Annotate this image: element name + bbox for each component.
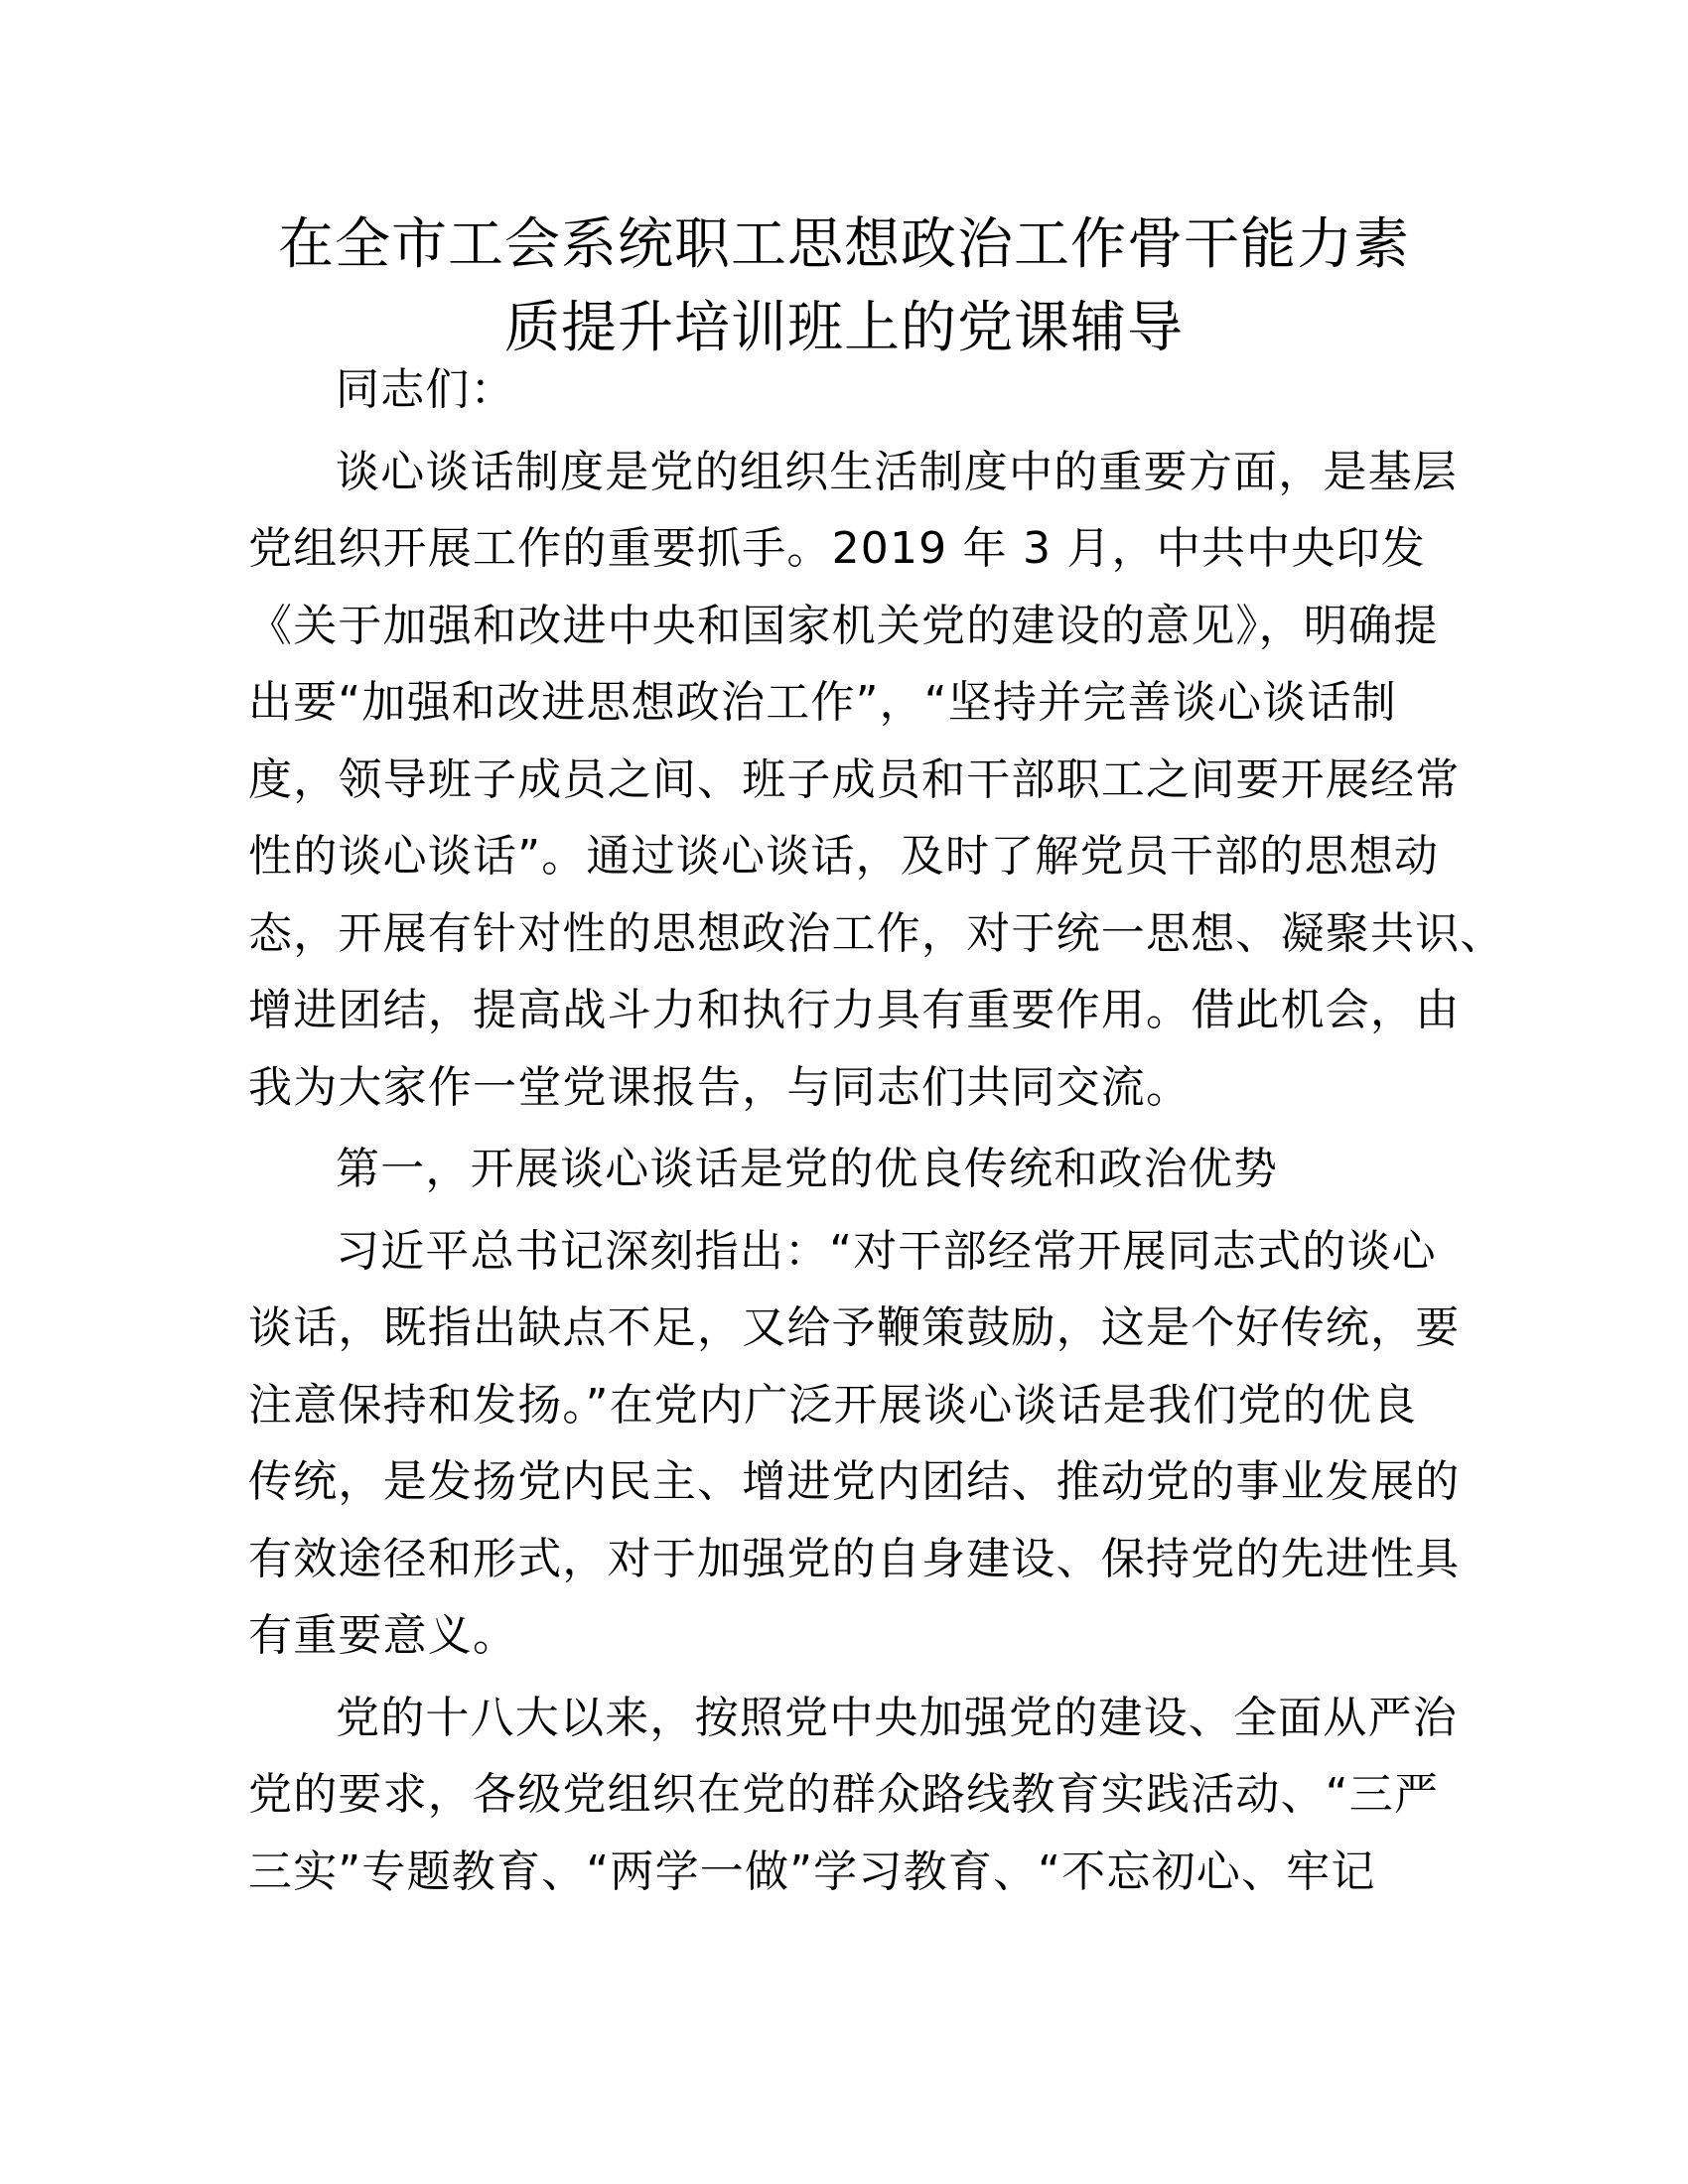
paragraph-line: 习近平总书记深刻指出：“对干部经常开展同志式的谈心 — [336, 1225, 1437, 1277]
title-line: 在全市工会系统职工思想政治工作骨干能力素 — [278, 212, 1410, 277]
paragraph-line: 《关于加强和改进中央和国家机关党的建设的意见》，明确提 — [248, 600, 1439, 651]
salutation-paragraph — [248, 351, 1460, 429]
document-title — [248, 204, 1440, 370]
paragraph-line: 谈心谈话制度是党的组织生活制度中的重要方面，是基层 — [336, 446, 1458, 497]
title-line: 质提升培训班上的党课辅导 — [504, 296, 1184, 360]
intro-paragraph — [248, 434, 1505, 1127]
paragraph-line: 态，开展有针对性的思想政治工作，对于统一思想、凝聚共识、 — [248, 907, 1505, 959]
paragraph-line: 党的十八大以来，按照党中央加强党的建设、全面从严治 — [336, 1692, 1458, 1743]
quote-paragraph — [248, 1213, 1460, 1675]
paragraph-line: 党的要求，各级党组织在党的群众路线教育实践活动、“三严 — [248, 1769, 1440, 1820]
paragraph-line: 谈话，既指出缺点不足，又给予鞭策鼓励，这是个好传统，要 — [248, 1302, 1461, 1353]
paragraph-line: 有效途径和形式，对于加强党的自身建设、保持党的先进性具 — [248, 1533, 1461, 1584]
paragraph-line: 有重要意义。 — [248, 1610, 518, 1661]
paragraph-line: 传统，是发扬党内民主、增进党内团结、推动党的事业发展的 — [248, 1456, 1461, 1507]
paragraph-line: 我为大家作一堂党课报告，与同志们共同交流。 — [248, 1061, 1192, 1113]
paragraph-line: 性的谈心谈话”。通过谈心谈话，及时了解党员干部的思想动 — [248, 831, 1440, 882]
paragraph-line: 出要“加强和改进思想政治工作”，“坚持并完善谈心谈话制 — [248, 677, 1397, 728]
paragraph-line: 注意保持和发扬。”在党内广泛开展谈心谈话是我们党的优良 — [248, 1379, 1418, 1431]
paragraph-line: 党组织开展工作的重要抓手。2019 年 3 月，中共中央印发 — [248, 523, 1426, 574]
paragraph-line: 同志们： — [336, 364, 515, 415]
history-paragraph — [248, 1680, 1460, 1911]
paragraph-line: 三实”专题教育、“两学一做”学习教育、“不忘初心、牢记 — [248, 1845, 1376, 1897]
document-body — [248, 351, 1505, 1910]
paragraph-line: 第一，开展谈心谈话是党的优良传统和政治优势 — [336, 1144, 1279, 1194]
paragraph-line: 度，领导班子成员之间、班子成员和干部职工之间要开展经常 — [248, 753, 1461, 805]
section-heading — [248, 1131, 1460, 1208]
paragraph-line: 增进团结，提高战斗力和执行力具有重要作用。借此机会，由 — [248, 985, 1461, 1035]
